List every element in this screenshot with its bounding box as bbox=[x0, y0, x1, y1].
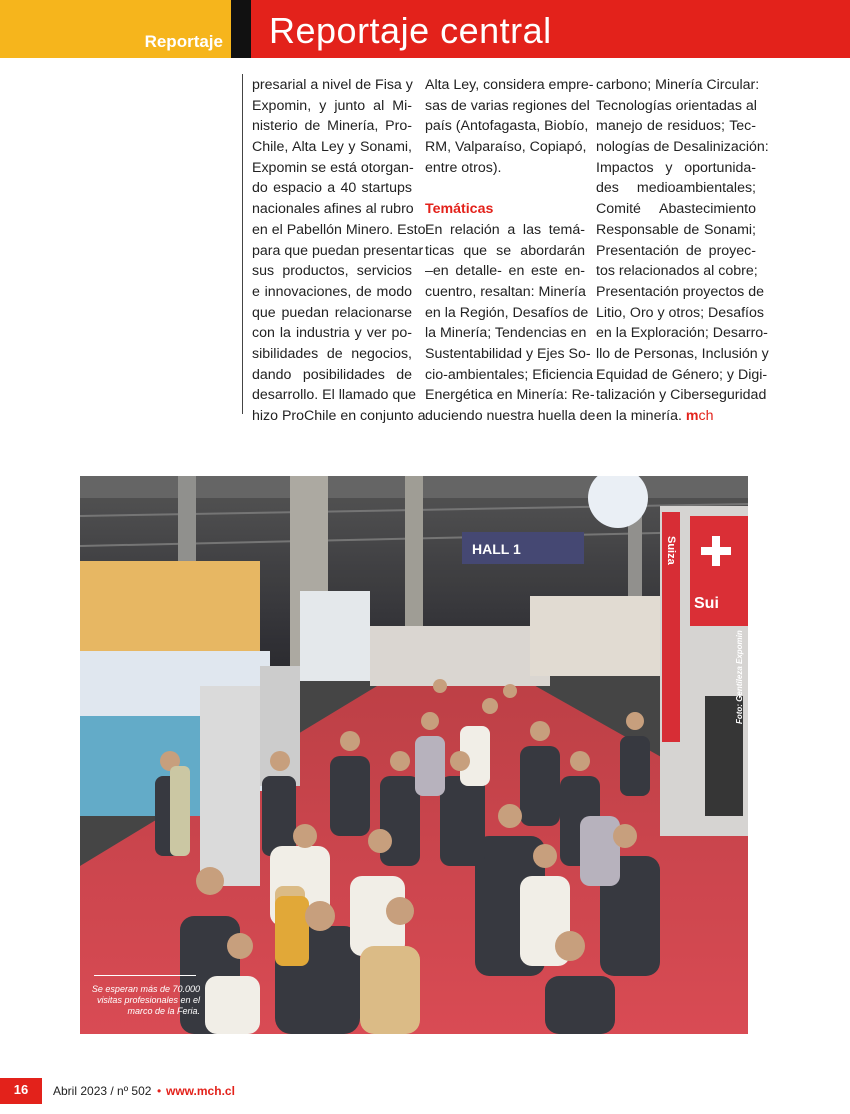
text-line: sibilidades de negocios, bbox=[252, 345, 412, 362]
text-line: carbono; Minería Circular: bbox=[596, 77, 760, 93]
text-line: en la Exploración; Desarro- bbox=[596, 325, 768, 342]
caption-line: Se esperan más de 70.000 bbox=[91, 984, 200, 994]
section-label: Reportaje bbox=[144, 32, 223, 51]
photo-credit: Foto: Gentileza Expomin bbox=[735, 630, 744, 724]
text-line: llo de Personas, Inclusión y bbox=[596, 345, 769, 362]
website-link[interactable]: www.mch.cl bbox=[166, 1084, 235, 1098]
mch-end-mark-ch: ch bbox=[698, 408, 714, 424]
hall-sign: HALL 1 bbox=[472, 541, 521, 557]
text-line: sas de varias regiones del bbox=[425, 97, 590, 114]
text-line: con la industria y ver po- bbox=[252, 325, 412, 342]
text-line: do espacio a 40 startups bbox=[252, 180, 412, 197]
expo-crowd-photo bbox=[80, 476, 748, 1034]
text-line: RM, Valparaíso, Copiapó, bbox=[425, 139, 587, 156]
header-divider bbox=[231, 0, 251, 58]
text-line: entre otros). bbox=[425, 159, 502, 176]
text-line: presarial a nivel de Fisa y bbox=[252, 77, 413, 93]
final-text: en la minería. bbox=[596, 408, 682, 424]
photo-caption bbox=[90, 984, 200, 1017]
text-line: manejo de residuos; Tec- bbox=[596, 118, 756, 135]
text-line: país (Antofagasta, Biobío, bbox=[425, 118, 589, 135]
text-line: cio-ambientales; Eficiencia bbox=[425, 366, 593, 383]
text-line: que puedan relacionarse bbox=[252, 304, 412, 321]
text-line: Responsable de Sonami; bbox=[596, 221, 756, 238]
text-line: hizo ProChile en conjunto a bbox=[252, 408, 426, 424]
text-line: Impactos y oportunida- bbox=[596, 159, 756, 176]
text-line: la Minería; Tendencias en bbox=[425, 325, 587, 342]
column-rule bbox=[242, 74, 243, 414]
section-tab bbox=[0, 0, 231, 58]
text-line: desarrollo. El llamado que bbox=[252, 387, 417, 404]
text-line: Tecnologías orientadas al bbox=[596, 97, 757, 114]
page-header bbox=[0, 0, 850, 58]
text-line: Presentación de proyec- bbox=[596, 242, 756, 259]
issue-info: Abril 2023 / nº 502 bbox=[53, 1084, 152, 1098]
text-line: nisterio de Minería, Pro- bbox=[252, 118, 412, 135]
text-line: tos relacionados al cobre; bbox=[596, 263, 758, 280]
text-line: –en detalle- en este en- bbox=[425, 263, 585, 280]
text-line: Comité Abastecimiento bbox=[596, 201, 756, 218]
text-column-1 bbox=[252, 75, 426, 427]
page-footer bbox=[0, 1078, 850, 1114]
section-heading: Temáticas bbox=[425, 201, 494, 218]
title-band bbox=[251, 0, 850, 58]
mch-end-mark-m: m bbox=[685, 408, 699, 424]
text-line: Presentación proyectos de bbox=[596, 283, 764, 300]
text-line: Alta Ley, considera empre- bbox=[425, 77, 594, 93]
booth-vertical-sign: Suiza bbox=[665, 536, 677, 565]
text-line: dando posibilidades de bbox=[252, 366, 412, 383]
text-line: Expomin se está otorgan- bbox=[252, 159, 414, 176]
text-line: Energética en Minería: Re- bbox=[425, 387, 595, 404]
text-column-2 bbox=[425, 75, 596, 427]
text-line: nologías de Desalinización: bbox=[596, 139, 769, 156]
footer-separator: • bbox=[157, 1084, 162, 1098]
text-line: e innovaciones, de modo bbox=[252, 283, 412, 300]
text-line: Chile, Alta Ley y Sonami, bbox=[252, 139, 412, 156]
booth-sign: Sui bbox=[694, 595, 719, 612]
caption-rule bbox=[94, 975, 196, 976]
text-line-final bbox=[596, 406, 756, 427]
text-line: Expomin, y junto al Mi- bbox=[252, 97, 412, 114]
text-line: nacionales afines al rubro bbox=[252, 201, 414, 218]
text-line: Equidad de Género; y Digi- bbox=[596, 366, 768, 383]
text-line: En relación a las temá- bbox=[425, 221, 585, 238]
caption-line: visitas profesionales en el bbox=[96, 995, 200, 1005]
text-line: sus productos, servicios bbox=[252, 263, 412, 280]
page-number-box bbox=[0, 1078, 42, 1104]
text-line: duciendo nuestra huella de bbox=[425, 408, 596, 424]
text-line: para que puedan presentar bbox=[252, 242, 424, 259]
paragraph-gap bbox=[425, 178, 585, 199]
header-title: Reportaje central bbox=[269, 10, 552, 51]
text-line: talización y Ciberseguridad bbox=[596, 387, 767, 404]
text-line: en la Región, Desafíos de bbox=[425, 304, 589, 321]
text-line: Litio, Oro y otros; Desafíos bbox=[596, 304, 764, 321]
text-line: cuentro, resaltan: Minería bbox=[425, 283, 586, 300]
text-line: ticas que se abordarán bbox=[425, 242, 585, 259]
caption-line: marco de la Feria. bbox=[127, 1006, 200, 1016]
page-number: 16 bbox=[13, 1082, 29, 1097]
text-line: en el Pabellón Minero. Esto bbox=[252, 221, 426, 238]
text-line: Sustentabilidad y Ejes So- bbox=[425, 345, 591, 362]
text-column-3 bbox=[596, 75, 769, 427]
text-line: des medioambientales; bbox=[596, 180, 756, 197]
